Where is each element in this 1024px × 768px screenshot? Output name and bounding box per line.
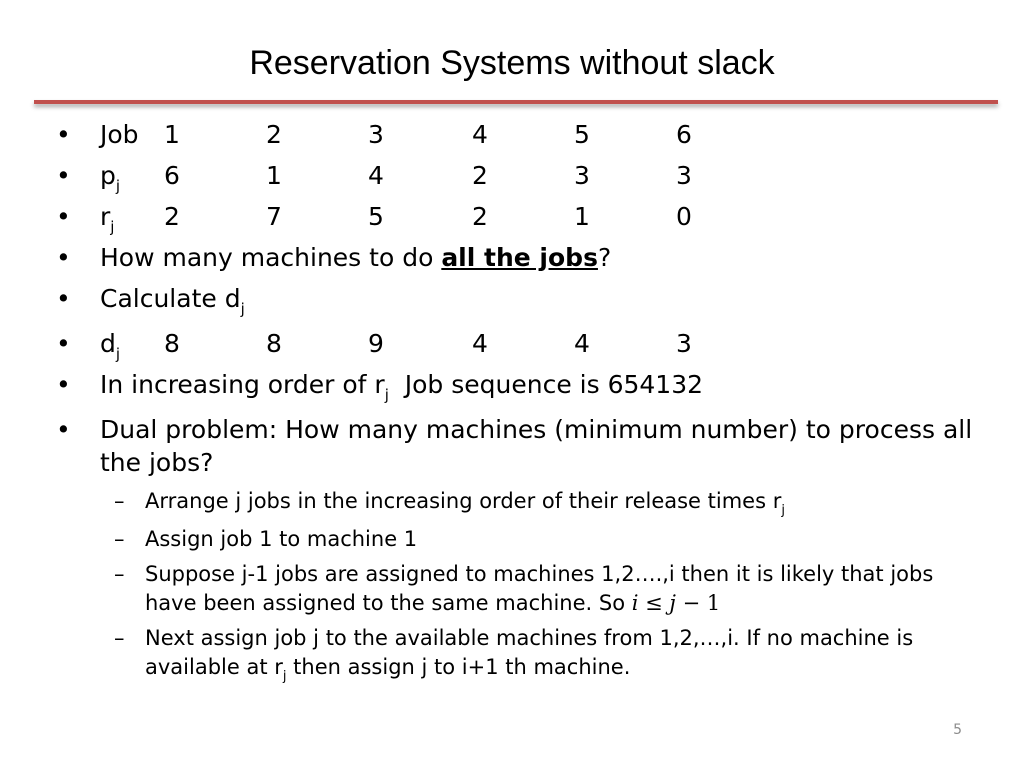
sub-bullet-arrange [56, 487, 976, 519]
bullet-dual-problem [56, 409, 976, 479]
bullet-text: How many machines to do [100, 243, 442, 272]
job-value: 4 [472, 120, 488, 149]
processing-time-value: 3 [574, 161, 590, 190]
bullet-text: Dual problem: How many machines (minimum number) to process all the jobs? [100, 415, 973, 477]
job-label: Job [100, 120, 139, 149]
job-value: 2 [266, 120, 282, 149]
bullet-icon: • [56, 415, 71, 444]
job-row [56, 114, 976, 155]
dash-icon: – [114, 489, 125, 513]
due-date-label: $d_j$ [100, 329, 121, 363]
job-value: 6 [676, 120, 692, 149]
slide-title: Reservation Systems without slack [249, 44, 775, 82]
bullet-icon: • [56, 120, 71, 149]
slide-content [56, 114, 976, 685]
release-time-label: $r_j$ [100, 202, 115, 236]
due-date-value: 4 [472, 329, 488, 358]
release-time-value: 5 [368, 202, 384, 231]
sub-bullet-text: Suppose j-1 jobs are assigned to machines 1,2….,i then it is likely that jobs have been assigned to the same machine. So [145, 562, 934, 615]
math-variable: i [631, 591, 639, 615]
subscript: j [384, 386, 389, 404]
sub-bullet-suppose [56, 560, 976, 618]
dash-icon: – [114, 527, 125, 551]
dash-icon: – [114, 626, 125, 650]
processing-time-label: $p_j$ [100, 161, 121, 195]
dash-icon: – [114, 562, 125, 586]
job-value: 1 [164, 120, 180, 149]
job-value: 3 [368, 120, 384, 149]
bullet-text: Calculate d [100, 284, 241, 313]
job-value: 5 [574, 120, 590, 149]
math-operator: ≤ [638, 591, 670, 615]
title-divider [34, 100, 998, 104]
math-operator: − 1 [675, 591, 721, 615]
release-time-value: 2 [472, 202, 488, 231]
sub-bullet-text: then assign j to i+1 th machine. [286, 655, 631, 679]
sub-bullet-text: Assign job 1 to machine 1 [145, 527, 418, 551]
due-date-value: 9 [368, 329, 384, 358]
bullet-icon: • [56, 161, 71, 190]
bullet-icon: • [56, 329, 71, 358]
bullet-text: ? [597, 243, 612, 272]
due-date-value: 4 [574, 329, 590, 358]
bullet-order [56, 364, 976, 409]
release-time-value: 7 [266, 202, 282, 231]
emphasis-text: all the jobs [441, 243, 598, 272]
bullet-icon: • [56, 243, 71, 272]
processing-time-value: 3 [676, 161, 692, 190]
release-time-value: 0 [676, 202, 692, 231]
due-date-row [56, 323, 976, 364]
subscript: j [240, 300, 245, 318]
processing-time-value: 6 [164, 161, 180, 190]
bullet-text: In increasing order of r [100, 370, 385, 399]
processing-time-row [56, 155, 976, 196]
bullet-icon: • [56, 202, 71, 231]
bullet-icon: • [56, 284, 71, 313]
release-time-value: 2 [164, 202, 180, 231]
bullet-icon: • [56, 370, 71, 399]
bullet-text: Job sequence is 654132 [388, 370, 704, 399]
sub-bullet-text: Arrange j jobs in the increasing order of their release times r [145, 489, 782, 513]
release-time-row [56, 196, 976, 237]
due-date-value: 8 [164, 329, 180, 358]
sub-bullet-assign [56, 525, 976, 554]
page-number: 5 [953, 722, 962, 738]
processing-time-value: 1 [266, 161, 282, 190]
bullet-how-many [56, 237, 976, 278]
release-time-value: 1 [574, 202, 590, 231]
sub-bullet-next [56, 624, 976, 685]
due-date-value: 3 [676, 329, 692, 358]
processing-time-value: 4 [368, 161, 384, 190]
math-variable: j [669, 591, 676, 615]
due-date-value: 8 [266, 329, 282, 358]
sub-bullet-text: Next assign job j to the available machines from 1,2,…,i. If no machine is available at r [145, 626, 914, 679]
processing-time-value: 2 [472, 161, 488, 190]
subscript: j [282, 669, 287, 684]
subscript: j [781, 503, 785, 518]
bullet-calculate [56, 278, 976, 323]
